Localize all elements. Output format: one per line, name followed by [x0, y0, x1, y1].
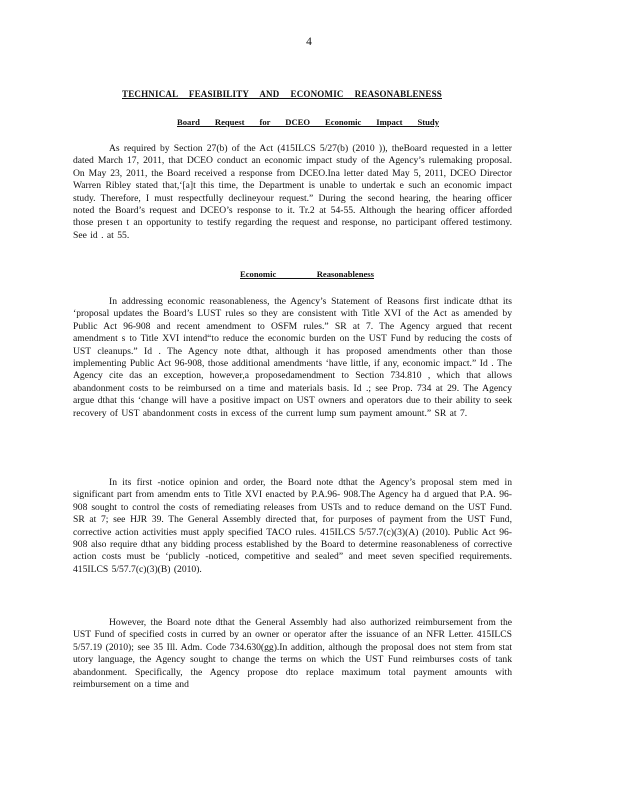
paragraph-agency-statement: In addressing economic reasonableness, the Agency’s Statement of Reasons first indicate dthat its ‘proposal updates the Board’s LUST rules so they are consistent with Title XVI of the Act as amended by Public Act 96-908 and recent amendment to OSFM rules.” SR at 7. The Agency argued that recent amendment s to Title XVI intend“to reduce the economic burden on the UST Fund by reducing the costs of UST cleanups.” Id . The Agency note dthat, although it has proposed amendments other than those implementing Public Act 96-908, those additional amendments ‘have little, if any, economic impact.” Id . The Agency cite das an exception, however,a proposedamendment to Section 734.810 , which that allows abandonment costs to be reimbursed on a time and materials basis. Id .; see Prop. 734 at 29. The Agency argue dthat this ‘change will have a positive impact on UST owners and operators due to their ability to seek recovery of UST abandonment costs in excess of the current lump sum payment amount.” SR at 7.	[73, 296, 512, 419]
subheading-board-request: Board Request for DCEO Economic Impact Study	[177, 117, 439, 127]
section-heading: TECHNICAL FEASIBILITY AND ECONOMIC REASONABLENESS	[122, 89, 442, 99]
page-number: 4	[306, 36, 312, 48]
subheading-economic-reasonableness: Economic Reasonableness	[240, 269, 374, 279]
paragraph-first-notice: In its first -notice opinion and order, the Board note dthat the Agency’s proposal stem med in significant part from amendm ents to Title XVI enacted by P.A.96- 908.The Agency ha d argued that P.A. 96-908 sought to control the costs of remediating releases from USTs and to reduce demand on the UST Fund. SR at 7; see HJR 39. The General Assembly directed that, for purposes of payment from the UST Fund, corrective action activities must apply specified TACO rules. 415ILCS 5/57.7(c)(3)(A) (2010). Public Act 96-908 also require dthat any bidding process established by the Board to determine reasonableness of corrective action costs must be ‘publicly -noticed, competitive and sealed” and meet seven specified requirements. 415ILCS 5/57.7(c)(3)(B) (2010).	[73, 477, 512, 575]
paragraph-dceo-request: As required by Section 27(b) of the Act (415ILCS 5/27(b) (2010 )), theBoard requested in a letter dated March 17, 2011, that DCEO conduct an economic impact study of the Agency’s rulemaking proposal. On May 23, 2011, the Board received a response from DCEO.Ina letter dated May 5, 2011, DCEO Director Warren Ribley stated that,‘[a]t this time, the Department is unable to undertak e such an economic impact study. Therefore, I must respectfully declineyour request.” During the second hearing, the hearing officer noted the Board’s request and DCEO’s response to it. Tr.2 at 54-55. Although the hearing officer afforded those presen t an opportunity to testify regarding the request and response, no participant offered testimony. See id . at 55.	[73, 143, 512, 241]
paragraph-reimbursement: However, the Board note dthat the General Assembly had also authorized reimbursement from the UST Fund of specified costs in curred by an owner or operator after the issuance of an NFR Letter. 415ILCS 5/57.19 (2010); see 35 Ill. Adm. Code 734.630(gg).In addition, although the proposal does not stem from stat utory language, the Agency sought to change the terms on which the UST Fund reimburses costs of tank abandonment. Specifically, the Agency propose dto replace maximum total payment amounts with reimbursement on a time and	[73, 617, 512, 691]
